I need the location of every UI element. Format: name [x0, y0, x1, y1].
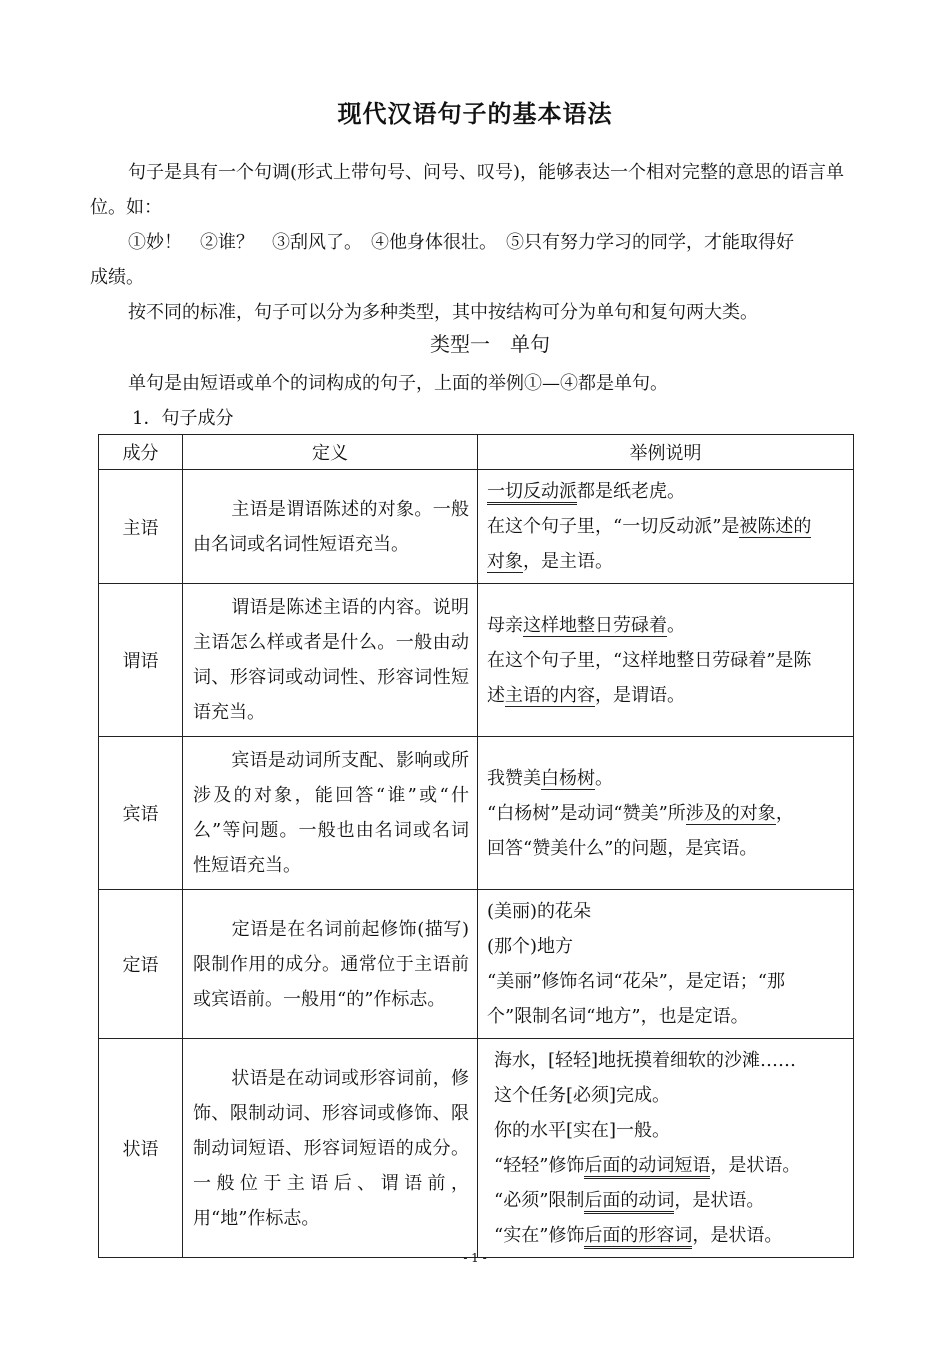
component-name: 谓语 — [99, 584, 183, 737]
example-line: (美丽)的花朵 — [487, 901, 592, 922]
page-title: 现代汉语句子的基本语法 — [337, 99, 613, 128]
column-header-definition: 定义 — [183, 435, 478, 470]
component-definition: 主语是谓语陈述的对象。一般由名词或名词性短语充当。 — [183, 470, 478, 584]
component-definition: 宾语是动词所支配、影响或所涉及的对象，能回答“谁”或“什么”等问题。一般也由名词或名词性短语充当。 — [183, 737, 478, 890]
table-row — [99, 890, 854, 1039]
component-name: 主语 — [99, 470, 183, 584]
intro-examples-line-1: ①妙！ ②谁？ ③刮风了。 ④他身体很壮。 ⑤只有努力学习的同学，才能取得好 — [128, 232, 794, 253]
components-table — [98, 434, 854, 1258]
example-line: 在这个句子里，“一切反动派”是被陈述的 — [487, 516, 812, 537]
example-line: 海水，[轻轻]地抚摸着细软的沙滩…… — [494, 1050, 797, 1071]
example-line: 这个任务[必须]完成。 — [494, 1085, 671, 1106]
component-example — [478, 584, 854, 737]
intro-paragraph: 句子是具有一个句调(形式上带句号、问号、叹号)，能够表达一个相对完整的意思的语言单位。如： — [90, 162, 845, 218]
example-line: 一切反动派都是纸老虎。 — [487, 474, 845, 509]
component-definition: 定语是在名词前起修饰(描写)限制作用的成分。通常位于主语前或宾语前。一般用“的”作标志。 — [183, 890, 478, 1039]
intro-examples-line-2: 成绩。 — [90, 267, 144, 288]
subheading-sentence-components: 1．句子成分 — [132, 408, 234, 429]
example-line: (那个)地方 — [487, 936, 574, 957]
intro-classification: 按不同的标准，句子可以分为多种类型，其中按结构可分为单句和复句两大类。 — [128, 302, 758, 323]
component-definition: 谓语是陈述主语的内容。说明主语怎么样或者是什么。一般由动词、形容词或动词性、形容词性短语充当。 — [183, 584, 478, 737]
example-line: “轻轻”修饰后面的动词短语，是状语。 — [494, 1148, 845, 1183]
component-name: 状语 — [99, 1039, 183, 1258]
example-line: “美丽”修饰名词“花朵”，是定语；“那 — [487, 971, 786, 992]
example-line: 你的水平[实在]一般。 — [494, 1120, 671, 1141]
table-header-row — [99, 435, 854, 470]
component-name: 宾语 — [99, 737, 183, 890]
table-row — [99, 584, 854, 737]
example-line: “实在”修饰后面的形容词，是状语。 — [494, 1218, 845, 1253]
component-example — [478, 1039, 854, 1258]
table-row — [99, 737, 854, 890]
example-line: 母亲这样地整日劳碌着。 — [487, 614, 685, 636]
page-number: - 1 - — [463, 1251, 487, 1265]
column-header-component: 成分 — [99, 435, 183, 470]
component-example — [478, 470, 854, 584]
example-line: 我赞美白杨树。 — [487, 767, 613, 789]
intro-examples — [90, 225, 860, 295]
component-name: 定语 — [99, 890, 183, 1039]
example-line: 个”限制名词“地方”，也是定语。 — [487, 1006, 749, 1027]
example-line: 在这个句子里，“这样地整日劳碌着”是陈 — [487, 649, 812, 671]
column-header-example: 举例说明 — [478, 435, 854, 470]
example-line: “白杨树”是动词“赞美”所涉及的对象， — [487, 802, 794, 824]
section-heading: 类型一 单句 — [430, 332, 550, 356]
example-line: 述主语的内容，是谓语。 — [487, 684, 685, 706]
section-description: 单句是由短语或单个的词构成的句子，上面的举例①—④都是单句。 — [128, 373, 668, 394]
example-line: “必须”限制后面的动词，是状语。 — [494, 1183, 845, 1218]
table-row — [99, 1039, 854, 1258]
table-row — [99, 470, 854, 584]
component-example — [478, 737, 854, 890]
component-example — [478, 890, 854, 1039]
example-line: 回答“赞美什么”的问题，是宾语。 — [487, 837, 758, 859]
example-line: 对象，是主语。 — [487, 551, 613, 572]
component-definition: 状语是在动词或形容词前，修饰、限制动词、形容词或修饰、限制动词短语、形容词短语的成分。一般位于主语后、谓语前，用“地”作标志。 — [183, 1039, 478, 1258]
